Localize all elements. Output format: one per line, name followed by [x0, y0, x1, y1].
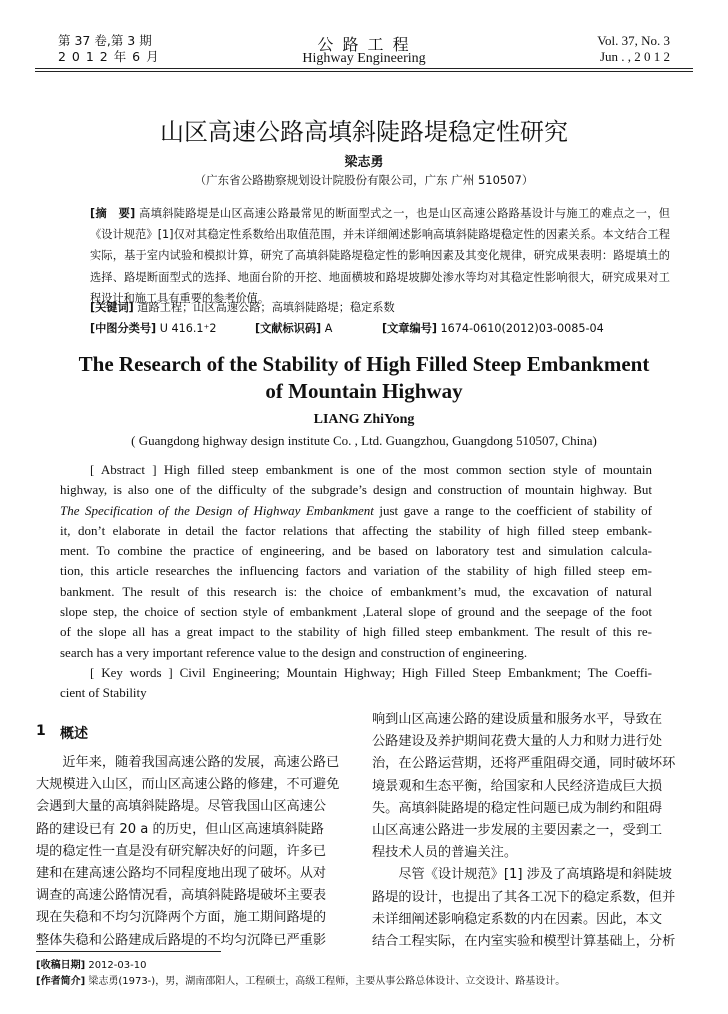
title-en-line2: of Mountain Highway	[265, 379, 463, 403]
title-en-line1: The Research of the Stability of High Filled Steep Embankment	[78, 352, 650, 376]
classification-line	[90, 320, 217, 336]
right-column	[372, 709, 692, 953]
abstract-en-line: The Specification of the Design of Highway Embankment just gave a range to the coefficient of stability of	[60, 502, 652, 518]
abstract-en-line: slope step, the choice of section style of embankment ,Lateral slope of ground and the seepage of the foot	[60, 604, 652, 620]
article-number-label: [文章编号]	[382, 322, 437, 335]
doc-code-label: [文献标识码]	[255, 322, 322, 335]
section-number: 1	[36, 723, 46, 739]
abstract-en-line: bankment. The result of this research is: the choice of embankment’s mud, the excavation of natural	[60, 583, 652, 599]
header-rule-thin	[35, 71, 693, 72]
received-date	[36, 956, 146, 971]
volume-issue-en: Vol. 37, No. 3	[597, 33, 670, 48]
keywords-en-text-cont: cient of Stability	[60, 685, 147, 701]
abstract-zh	[90, 203, 670, 309]
doc-code	[255, 320, 332, 336]
body-line: 响到山区高速公路的建设质量和服务水平，导致在	[372, 712, 663, 727]
body-line: 失。高填斜陡路堤的稳定性问题已成为制约和阻碍	[372, 800, 663, 816]
body-line: 近年来，随着我国高速公路的发展，高速公路已	[36, 755, 340, 770]
abstract-en-line: search has a very important reference value to the design and construction of engineering.	[60, 644, 528, 660]
keywords-en-label: [ Key words ]	[90, 664, 173, 680]
abstract-en-line: of the slope all has a great impact to the stability of high filled steep embankment. The result of this re-	[60, 624, 652, 640]
abstract-en-line: tion, this article researches the influencing factors and variation of the stability of high filled steep em-	[60, 563, 652, 579]
body-line: 路堤的设计，也提出了其各工况下的稳定系数，但并	[372, 889, 676, 905]
article-number	[382, 320, 604, 336]
body-line: 未详细阐述影响稳定系数的内在因素。因此，本文	[372, 911, 663, 927]
body-line: 尽管《设计规范》[1] 涉及了高填路堤和斜陡坡	[372, 867, 672, 883]
body-line: 公路建设及养护期间花费大量的人力和财力进行处	[372, 734, 663, 750]
abstract-en-line: it, don’t elaborate in detail the factor relations that affecting the stability of high filled steep embank-	[60, 522, 652, 538]
keywords-zh-text: 道路工程；山区高速公路；高填斜陡路堤；稳定系数	[137, 301, 395, 314]
volume-issue-zh: 第 37 卷,第 3 期	[58, 33, 152, 48]
title-zh: 山区高速公路高填斜陡路堤稳定性研究	[160, 118, 568, 146]
body-line: 山区高速公路进一步发展的主要因素之一，受到工	[372, 823, 663, 839]
abstract-en-label: [ Abstract ]	[90, 462, 157, 477]
abstract-en	[60, 460, 652, 704]
body-line: 程技术人员的普遍关注。	[372, 845, 518, 861]
body-line: 治，在公路运营期，还将严重阻碍交通，同时破坏环	[372, 756, 676, 772]
author-bio-text: 梁志勇(1973-)，男，湖南邵阳人，工程硕士，高级工程师，主要从事公路总体设计、立交设计、路基设计。	[88, 976, 566, 987]
author-bio	[36, 972, 565, 987]
keywords-en-text: Civil Engineering; Mountain Highway; High Filled Steep Embankment; The Coeffi-	[179, 664, 653, 680]
received-label: [收稿日期]	[36, 960, 86, 971]
body-line: 现在失稳和不均匀沉降两个方面，施工期间路堤的	[36, 910, 327, 926]
clc-value: U 416.1⁺2	[159, 322, 217, 335]
abstract-en-line: highway, is also one of the difficulty of the subgrade’s design and construction of mountain highway. But	[60, 482, 652, 498]
header-rule	[35, 68, 693, 69]
author-en: LIANG ZhiYong	[313, 412, 415, 427]
keywords-en	[60, 663, 652, 683]
body-line: 堤的稳定性一直是没有研究解决好的问题，许多已	[36, 843, 327, 859]
abstract-en-line: [ Abstract ] High filled steep embankment is one of the most common section style of mountain	[90, 462, 653, 477]
footnote-rule	[36, 951, 221, 952]
affiliation-zh: （广东省公路勘察规划设计院股份有限公司，广东 广州 510507）	[194, 173, 534, 187]
doc-code-value: A	[324, 322, 333, 335]
specification-title: The Specification of the Design of Highway Embankment	[60, 502, 374, 518]
body-line: 境景观和生态平衡，给国家和人民经济造成巨大损	[372, 778, 663, 794]
affiliation-en: ( Guangdong highway design institute Co. , Ltd. Guangzhou, Guangdong 510507, China)	[131, 433, 597, 448]
abstract-zh-text: 高填斜陡路堤是山区高速公路最常见的断面型式之一，也是山区高速公路路基设计与施工的难点之一，但《设计规范》[1]仅对其稳定性系数给出取值范围，并未详细阐述影响高填斜陡路堤稳定性的因素关系。本文结合工程实际，基于室内试验和模拟计算，研究了高填斜陡路堤稳定性的影响因素及其变化规律，研究成果表明：路堤填土的选择、路堤断面型式的选择、地面台阶的开挖、地面横坡和路堤坡脚处渗水等均对其稳定性影响很大，研究成果对工程设计和施工具有重要的参考价值。	[90, 207, 670, 305]
journal-title-en: Highway Engineering	[302, 51, 426, 66]
abstract-en-line: ment. To combine the practice of engineering, and be based on laboratory test and simulation calcula-	[60, 543, 652, 559]
journal-title-zh: 公 路 工 程	[317, 35, 411, 54]
date-en: Jun . , 2 0 1 2	[599, 49, 670, 64]
body-line: 路的建设已有 20 a 的历史，但山区高速填斜陡路	[36, 821, 324, 837]
left-column	[36, 752, 356, 952]
keywords-zh	[90, 299, 670, 315]
date-zh: 2 0 1 2 年 6 月	[58, 49, 160, 64]
author-bio-label: [作者简介]	[36, 976, 86, 987]
body-line: 调查的高速公路情况看，高填斜陡路堤破坏主要表	[36, 888, 327, 904]
section-title: 概述	[60, 726, 88, 742]
received-value: 2012-03-10	[88, 960, 147, 971]
body-line: 建和在建高速公路均不同程度地出现了破坏。从对	[36, 866, 327, 882]
clc-label: [中图分类号]	[90, 322, 157, 335]
body-line: 大规模进入山区，而山区高速公路的修建，不可避免	[36, 777, 340, 793]
article-number-value: 1674-0610(2012)03-0085-04	[440, 322, 604, 335]
body-line: 会遇到大量的高填斜陡路堤。尽管我国山区高速公	[36, 799, 327, 815]
keywords-zh-label: [关键词]	[90, 301, 134, 314]
body-line: 结合工程实际，在内室实验和模型计算基础上，分析	[372, 934, 676, 950]
abstract-zh-label: [摘 要]	[90, 207, 136, 220]
author-zh: 梁志勇	[344, 155, 384, 170]
body-line: 整体失稳和公路建成后路堤的不均匀沉降已严重影	[36, 932, 327, 948]
